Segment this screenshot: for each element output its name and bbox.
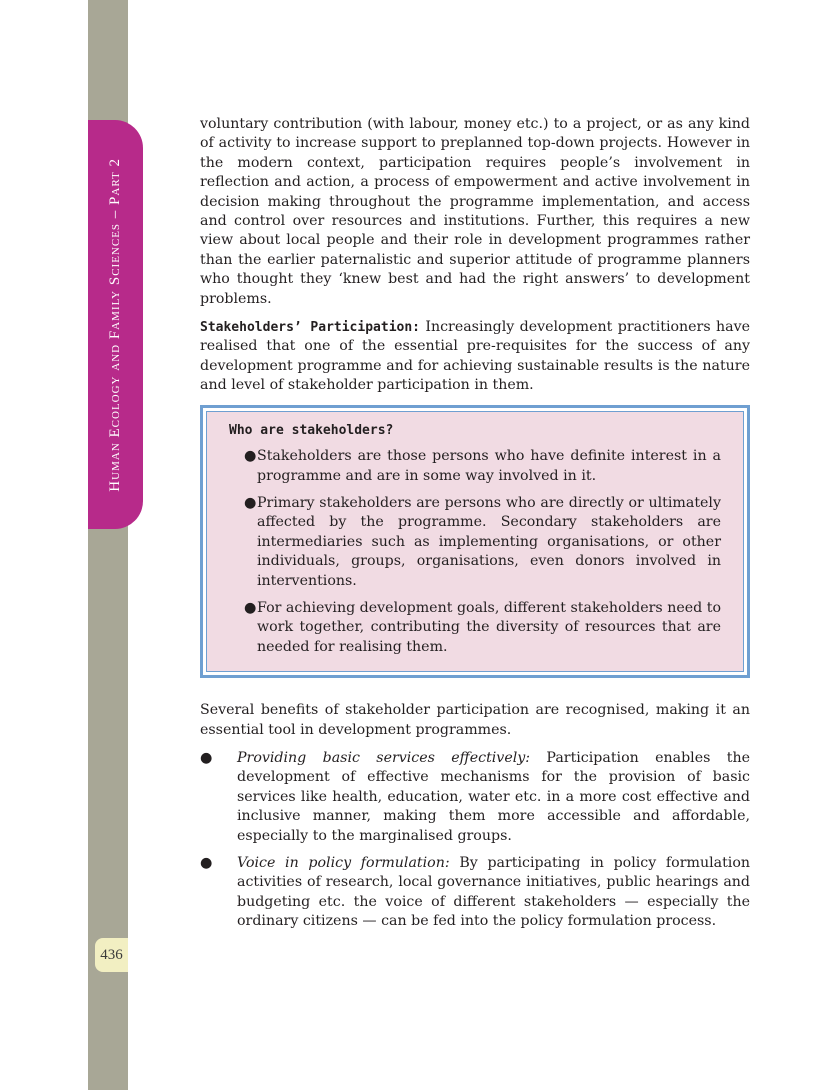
benefit-lead: Voice in policy formulation: xyxy=(237,855,450,871)
paragraph-3: Several benefits of stakeholder participation are recognised, making it an essential tool in development programmes. xyxy=(200,702,750,738)
running-head-text: Human Ecology and Family Sciences – Part 2 xyxy=(107,157,123,492)
page-number: 436 xyxy=(95,938,128,972)
box-item-text: Primary stakeholders are persons who are directly or ultimately affected by the programme. Secondary stakeholders are intermediaries such as implementing organisations, or other individuals, groups, organisations, even donors involved in interventions. xyxy=(257,494,721,589)
bullet-icon: ● xyxy=(200,749,213,766)
box-item-text: Stakeholders are those persons who have definite interest in a programme and are in some way involved in it. xyxy=(257,448,721,484)
paragraph-2-text: Increasingly development practitioners have realised that one of the essential pre-requisites for the success of any development programme and for achieving sustainable results is the nature and level of stakeholder participation in them. xyxy=(200,319,750,394)
benefit-item xyxy=(200,854,750,932)
benefit-item xyxy=(200,749,750,846)
benefit-text: By participating in policy formulation activities of research, local governance initiatives, public hearings and budgeting etc. the voice of different stakeholders — especially the ordinary citizens — can be fed into the policy formulation process. xyxy=(237,855,750,930)
running-head xyxy=(88,120,143,529)
paragraph-2 xyxy=(200,318,750,396)
box-list xyxy=(229,447,721,657)
box-list-item xyxy=(229,494,721,591)
paragraph-1: voluntary contribution (with labour, money etc.) to a project, or as any kind of activity to increase support to preplanned top-down projects. However in the modern context, participation requires people’s involvement in reflection and action, a process of empowerment and active involvement in decision making throughout the programme implementation, and access and control over resources and institutions. Further, this requires a new view about local people and their role in development programmes rather than the earlier paternalistic and superior attitude of programme planners who thought they ‘knew best and had the right answers’ to development problems. xyxy=(200,116,750,307)
box-item-text: For achieving development goals, different stakeholders need to work together, contributing the diversity of resources that are needed for realising them. xyxy=(257,599,721,655)
benefit-text: Participation enables the development of effective mechanisms for the provision of basic services like health, education, water etc. in a more cost effective and inclusive manner, making them more accessible and affordable, especially to the marginalised groups. xyxy=(237,749,750,844)
stakeholders-box xyxy=(200,405,750,678)
benefit-lead: Providing basic services effectively: xyxy=(237,749,531,766)
benefits-list xyxy=(200,749,750,932)
stakeholders-box-inner xyxy=(206,411,744,672)
page-content xyxy=(200,115,750,940)
bullet-icon: ● xyxy=(244,599,257,616)
bullet-icon: ● xyxy=(244,448,257,465)
bullet-icon: ● xyxy=(244,494,257,511)
box-title: Who are stakeholders? xyxy=(229,422,394,438)
paragraph-2-lead: Stakeholders’ Participation: xyxy=(200,320,420,336)
box-list-item xyxy=(229,447,721,486)
box-list-item xyxy=(229,599,721,657)
bullet-icon: ● xyxy=(200,855,213,871)
